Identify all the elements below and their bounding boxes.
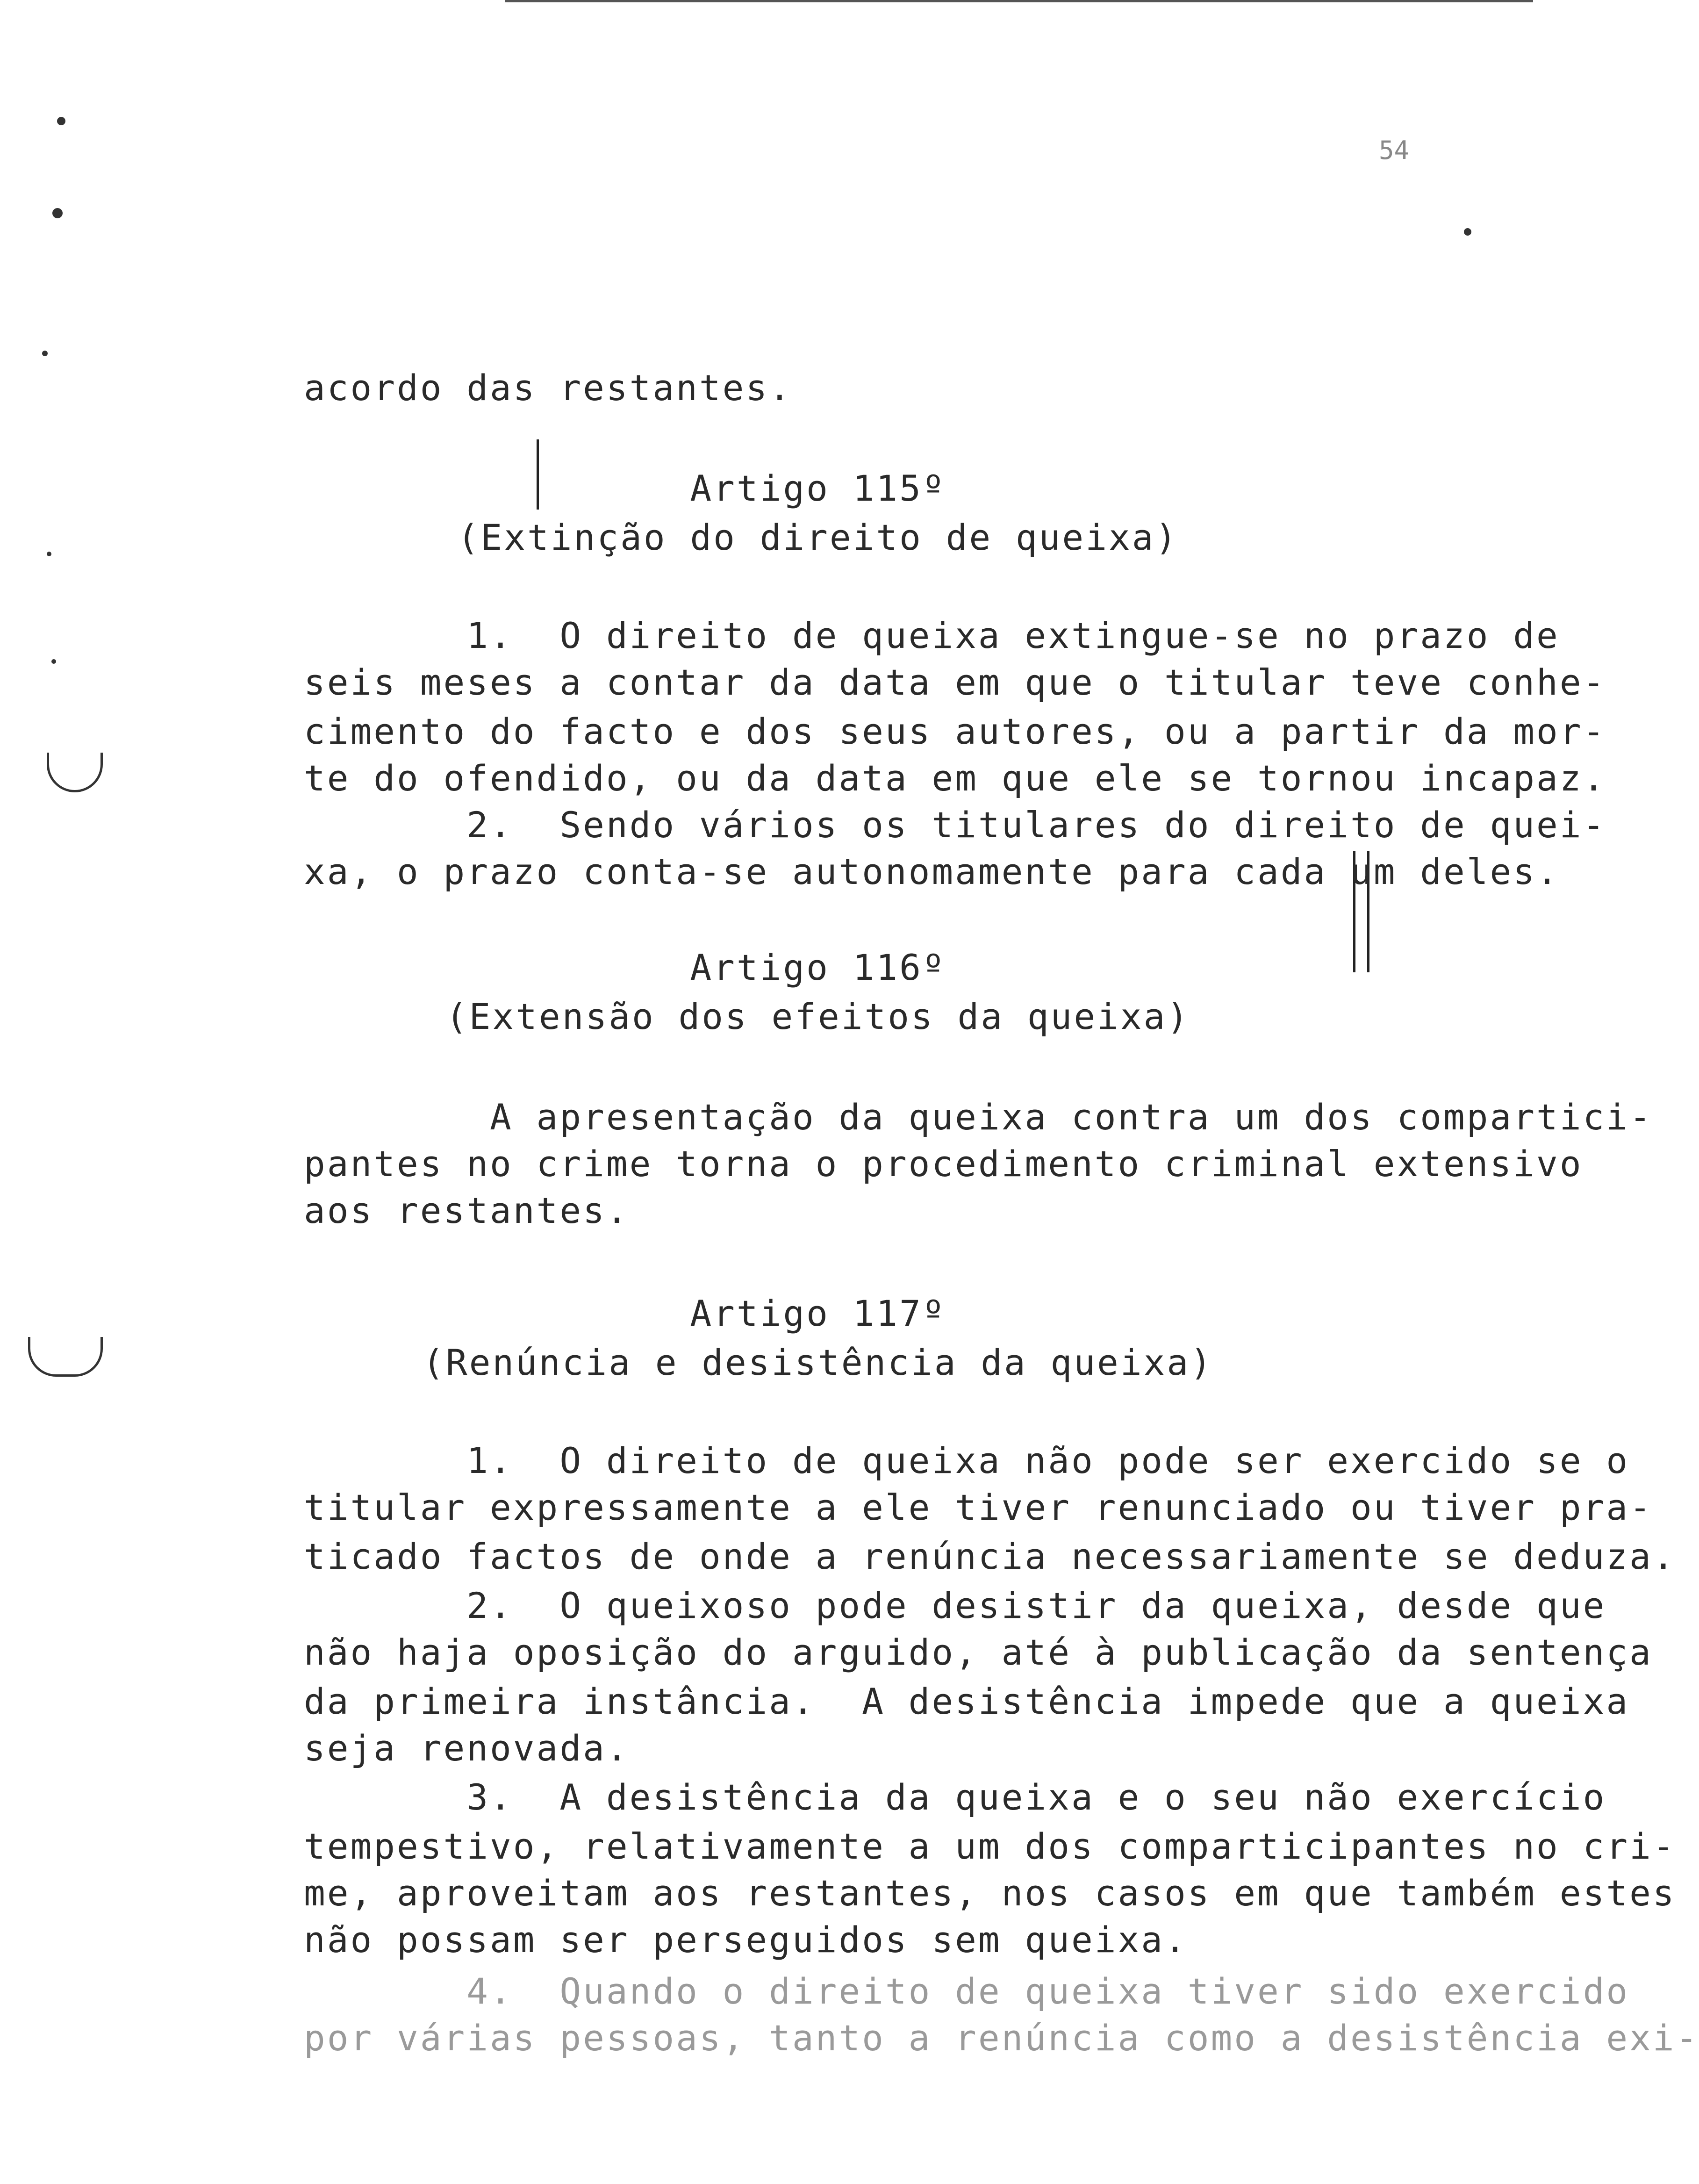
artigo-116-subtitle: (Extensão dos efeitos da queixa) (445, 996, 1190, 1037)
artigo-117-line: não possam ser perseguidos sem queixa. (304, 1919, 1188, 1961)
artigo-117-heading: Artigo 117º (690, 1293, 946, 1334)
artigo-115-heading: Artigo 115º (690, 467, 946, 509)
artigo-115-line: te do ofendido, ou da data em que ele se tornou incapaz. (304, 757, 1606, 799)
artigo-116-line: pantes no crime torna o procedimento criminal extensivo (304, 1143, 1583, 1185)
artigo-117-line: por várias pessoas, tanto a renúncia como a desistência exi- (304, 2017, 1699, 2059)
artigo-117-line: 4. Quando o direito de queixa tiver sido exercido (304, 1970, 1630, 2012)
artigo-115-line: 2. Sendo vários os titulares do direito de quei- (304, 804, 1606, 846)
artigo-115-line: xa, o prazo conta-se autonomamente para cada um deles. (304, 851, 1560, 892)
artigo-117-line: seja renovada. (304, 1727, 630, 1769)
scan-speck (51, 659, 56, 664)
top-border-line (505, 0, 1533, 2)
artigo-117-line: tempestivo, relativamente a um dos comparticipantes no cri- (304, 1825, 1676, 1867)
artigo-115-line: 1. O direito de queixa extingue-se no prazo de (304, 615, 1560, 656)
artigo-117-line: 1. O direito de queixa não pode ser exercido se o (304, 1440, 1630, 1481)
artigo-117-line: da primeira instância. A desistência impede que a queixa (304, 1681, 1630, 1722)
artigo-117-line: 3. A desistência da queixa e o seu não exercício (304, 1776, 1606, 1818)
artigo-117-line: 2. O queixoso pode desistir da queixa, desde que (304, 1585, 1606, 1626)
artigo-115-line: cimento do facto e dos seus autores, ou a partir da mor- (304, 711, 1606, 752)
scan-speck (42, 351, 48, 356)
artigo-117-line: ticado factos de onde a renúncia necessariamente se deduza. (304, 1536, 1676, 1577)
scan-speck (57, 117, 65, 125)
scan-speck (52, 208, 63, 218)
scan-speck (1464, 228, 1471, 236)
artigo-116-heading: Artigo 116º (690, 947, 946, 988)
artigo-117-line: não haja oposição do arguido, até à publicação da sentença (304, 1631, 1653, 1673)
artigo-117-line: me, aproveitam aos restantes, nos casos em que também estes (304, 1872, 1676, 1914)
artigo-117-line: titular expressamente a ele tiver renunciado ou tiver pra- (304, 1487, 1653, 1528)
artigo-117-subtitle: (Renúncia e desistência da queixa) (423, 1342, 1213, 1383)
margin-pencil-mark (47, 753, 103, 792)
artigo-115-line: seis meses a contar da data em que o titular teve conhe- (304, 661, 1606, 703)
artigo-115-subtitle: (Extinção do direito de queixa) (457, 517, 1179, 558)
page-number: 54 (1379, 136, 1410, 165)
margin-pencil-mark (28, 1337, 103, 1377)
artigo-116-line: aos restantes. (304, 1190, 630, 1231)
artigo-116-line: A apresentação da queixa contra um dos compartici- (304, 1096, 1653, 1138)
intro-line: acordo das restantes. (304, 367, 792, 409)
scan-speck (47, 552, 51, 556)
